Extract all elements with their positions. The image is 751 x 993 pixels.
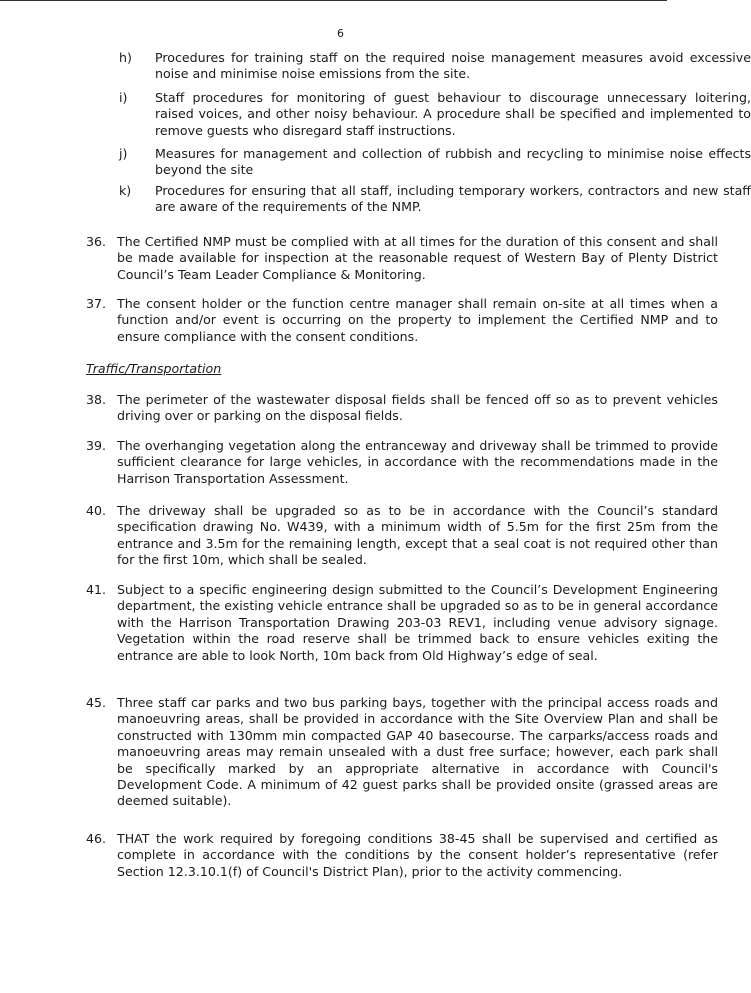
condition-number: 45. bbox=[86, 695, 107, 710]
condition-text: Three staff car parks and two bus parking bays, together with the principal access roads and manoeuvring areas, shall be provided in accordance with the Site Overview Plan and shall be constructed with 130mm min compacted GAP 40 basecourse. The carparks/access roads and manoeuvring areas may remain unsealed with a dust free surface; however, each park shall be specifically marked by an appropriate alternative in accordance with Council's Development Code. A minimum of 42 guest parks shall be provided onsite (grassed areas are deemed suitable). bbox=[117, 695, 718, 809]
condition-number: 36. bbox=[86, 234, 107, 249]
condition-number: 38. bbox=[86, 392, 107, 407]
sub-item-h bbox=[119, 50, 751, 83]
condition-text: The Certified NMP must be complied with at all times for the duration of this consent and shall be made available for inspection at the reasonable request of Western Bay of Plenty District Council’s Team Leader Compliance & Monitoring. bbox=[117, 234, 718, 282]
condition-45 bbox=[86, 695, 718, 810]
sub-item-text: Measures for management and collection of rubbish and recycling to minimise noise effects beyond the site bbox=[155, 146, 751, 178]
condition-text: THAT the work required by foregoing conditions 38-45 shall be supervised and certified as complete in accordance with the conditions by the consent holder’s representative (refer Section 12.3.10.1(f) of Council's District Plan), prior to the activity commencing. bbox=[117, 831, 718, 879]
sub-item-i bbox=[119, 90, 751, 139]
sub-item-label: k) bbox=[119, 183, 132, 198]
condition-number: 40. bbox=[86, 503, 107, 518]
section-heading: Traffic/Transportation bbox=[86, 361, 222, 376]
condition-46 bbox=[86, 831, 718, 880]
sub-item-k bbox=[119, 183, 751, 216]
condition-text: The consent holder or the function centre manager shall remain on-site at all times when a function and/or event is occurring on the property to implement the Certified NMP and to ensure compliance with the consent conditions. bbox=[117, 296, 718, 344]
condition-text: The perimeter of the wastewater disposal fields shall be fenced off so as to prevent vehicles driving over or parking on the disposal fields. bbox=[117, 392, 718, 424]
condition-38 bbox=[86, 392, 718, 425]
condition-text: Subject to a specific engineering design submitted to the Council’s Development Engineering department, the existing vehicle entrance shall be upgraded so as to be in general accordance with the Harrison Transportation Drawing 203-03 REV1, including venue advisory signage. Vegetation within the road reserve shall be trimmed back to ensure vehicles exiting the entrance are able to look North, 10m back from Old Highway’s edge of seal. bbox=[117, 582, 718, 663]
sub-item-label: j) bbox=[119, 146, 128, 161]
sub-item-text: Procedures for training staff on the required noise management measures avoid excessive noise and minimise noise emissions from the site. bbox=[155, 50, 751, 82]
condition-36 bbox=[86, 234, 718, 283]
condition-39 bbox=[86, 438, 718, 487]
condition-number: 37. bbox=[86, 296, 107, 311]
sub-item-label: h) bbox=[119, 50, 132, 65]
condition-number: 41. bbox=[86, 582, 107, 597]
sub-item-j bbox=[119, 146, 751, 179]
condition-text: The driveway shall be upgraded so as to be in accordance with the Council’s standard specification drawing No. W439, with a minimum width of 5.5m for the first 25m from the entrance and 3.5m for the remaining length, except that a seal coat is not required other than for the first 10m, which shall be sealed. bbox=[117, 503, 718, 568]
sub-item-text: Staff procedures for monitoring of guest behaviour to discourage unnecessary loitering, raised voices, and other noisy behaviour. A procedure shall be specified and implemented to remove guests who disregard staff instructions. bbox=[155, 90, 751, 138]
condition-40 bbox=[86, 503, 718, 569]
top-border-line bbox=[0, 0, 667, 1]
condition-41 bbox=[86, 582, 718, 664]
condition-text: The overhanging vegetation along the entranceway and driveway shall be trimmed to provide sufficient clearance for large vehicles, in accordance with the recommendations made in the Harrison Transportation Assessment. bbox=[117, 438, 718, 486]
sub-item-text: Procedures for ensuring that all staff, including temporary workers, contractors and new staff are aware of the requirements of the NMP. bbox=[155, 183, 751, 215]
condition-number: 39. bbox=[86, 438, 107, 453]
sub-item-label: i) bbox=[119, 90, 128, 105]
page-number: 6 bbox=[337, 27, 344, 40]
condition-37 bbox=[86, 296, 718, 345]
condition-number: 46. bbox=[86, 831, 107, 846]
